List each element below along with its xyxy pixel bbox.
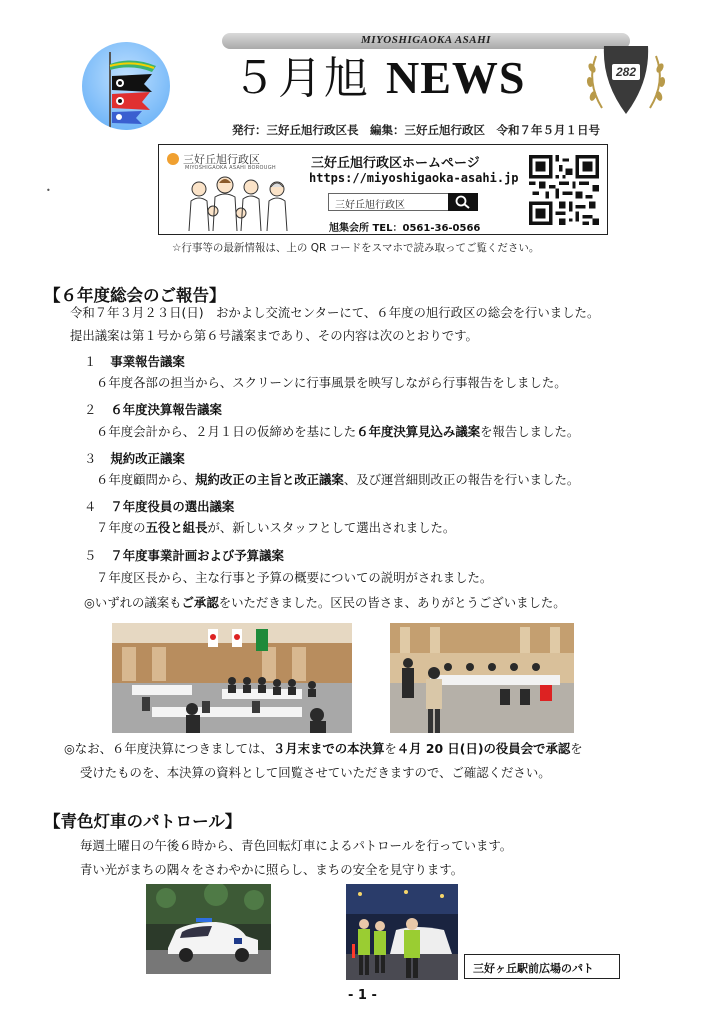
item2-num: ２ bbox=[84, 402, 97, 417]
item2-body-a: ６年度会計から、２月１日の仮締めを基にした bbox=[96, 424, 357, 439]
qr-code-icon bbox=[529, 155, 599, 225]
item4-num: ４ bbox=[84, 499, 97, 514]
item2-body-c: を報告しました。 bbox=[480, 424, 580, 439]
item1-title: 事業報告議案 bbox=[110, 354, 185, 369]
item4-title: ７年度役員の選出議案 bbox=[110, 499, 235, 514]
homepage-url[interactable]: https://miyoshigaoka-asahi.jp bbox=[309, 171, 519, 185]
note-c: を bbox=[384, 741, 397, 756]
family-illustration-icon bbox=[181, 175, 299, 233]
meeting-photo-1 bbox=[112, 623, 352, 733]
page-number: - 1 - bbox=[348, 988, 377, 1003]
stray-dot: • bbox=[46, 186, 51, 195]
issue-number: 282 bbox=[615, 65, 637, 79]
header-banner bbox=[222, 33, 630, 49]
approval-line bbox=[84, 595, 566, 611]
title-main: ５月旭 bbox=[232, 53, 386, 104]
item1-body: ６年度各部の担当から、スクリーンに行事風景を映写しながら行事報告をしました。 bbox=[96, 375, 567, 390]
section2-line1: 毎週土曜日の午後６時から、青色回転灯車によるパトロールを行っています。 bbox=[80, 838, 513, 853]
section1-intro1: 令和７年３月２３日(日) おかよし交流センターにて、６年度の旭行政区の総会を行いました。 bbox=[70, 305, 600, 320]
homepage-info-box bbox=[158, 144, 608, 235]
search-button[interactable] bbox=[448, 193, 478, 211]
banner-text: MIYOSHIGAOKA ASAHI bbox=[361, 34, 491, 46]
section1-heading: 【６年度総会のご報告】 bbox=[44, 286, 226, 305]
hp-logo-text: 三好丘旭行政区 bbox=[183, 153, 260, 166]
issue-badge bbox=[584, 42, 668, 118]
meeting-photo-2 bbox=[390, 623, 574, 733]
search-text: 三好丘旭行政区 bbox=[335, 200, 405, 211]
item5-title: ７年度事業計画および予算議案 bbox=[110, 548, 284, 563]
item4-heading bbox=[84, 497, 234, 515]
item2-heading bbox=[84, 400, 222, 418]
section2-heading: 【青色灯車のパトロール】 bbox=[44, 812, 242, 831]
sun-icon bbox=[165, 151, 181, 167]
settlement-note-1 bbox=[64, 741, 583, 757]
note-d: ４月 20 日(日)の役員会で承認 bbox=[396, 741, 571, 756]
item2-title: ６年度決算報告議案 bbox=[110, 402, 222, 417]
item4-body-c: が、新しいスタッフとして選出されました。 bbox=[207, 520, 456, 535]
patrol-car-photo bbox=[146, 884, 271, 974]
item5-num: ５ bbox=[84, 548, 97, 563]
search-box[interactable] bbox=[328, 193, 478, 211]
approval-b: ご承認 bbox=[181, 595, 219, 610]
item4-body-b: 五役と組長 bbox=[145, 520, 208, 535]
item2-body-b: ６年度決算見込み議案 bbox=[356, 424, 481, 439]
search-icon bbox=[448, 193, 478, 211]
item3-body-b: 規約改正の主旨と改正議案 bbox=[195, 472, 344, 487]
item1-heading bbox=[84, 352, 185, 370]
item3-body bbox=[96, 472, 579, 488]
homepage-title: 三好丘旭行政区ホームページ bbox=[311, 156, 480, 171]
note-a: ◎なお、６年度決算につきましては、 bbox=[64, 741, 273, 756]
item2-body bbox=[96, 424, 579, 440]
patrol-photo-caption: 三好ヶ丘駅前広場のパト bbox=[464, 954, 620, 979]
newsletter-title bbox=[232, 50, 525, 107]
item4-body-a: ７年度の bbox=[96, 520, 146, 535]
item4-body bbox=[96, 520, 455, 536]
item3-body-c: 、及び運営細則改正の報告を行いました。 bbox=[343, 472, 580, 487]
phone-number: 旭集会所 TEL：0561-36-0566 bbox=[329, 223, 481, 234]
item3-heading bbox=[84, 449, 185, 467]
item3-title: 規約改正議案 bbox=[110, 451, 185, 466]
item1-num: １ bbox=[84, 354, 97, 369]
title-news: NEWS bbox=[386, 52, 526, 103]
section2-line2: 青い光がまちの隅々をさわやかに照らし、まちの安全を見守ります。 bbox=[80, 862, 464, 877]
item3-body-a: ６年度顧問から、 bbox=[96, 472, 196, 487]
settlement-note-2: 受けたものを、本決算の資料として回覧させていただきますので、ご確認ください。 bbox=[80, 765, 551, 780]
carp-streamer-logo bbox=[82, 42, 170, 130]
approval-a: ◎いずれの議案も bbox=[84, 595, 182, 610]
publisher-line: 発行：三好丘旭行政区長 編集：三好丘旭行政区 令和７年５月１日号 bbox=[232, 123, 600, 137]
item5-body: ７年度区長から、主な行事と予算の概要についての説明がされました。 bbox=[96, 570, 493, 585]
item5-heading bbox=[84, 546, 284, 564]
item3-num: ３ bbox=[84, 451, 97, 466]
qr-note: ☆行事等の最新情報は、上の QR コードをスマホで読み取ってご覧ください。 bbox=[172, 242, 540, 254]
note-e: を bbox=[570, 741, 583, 756]
note-b: ３月末までの本決算 bbox=[272, 741, 385, 756]
hp-logo-sub: MIYOSHIGAOKA ASAHI BOROUGH bbox=[185, 165, 276, 171]
section1-intro2: 提出議案は第１号から第６号議案まであり、その内容は次のとおりです。 bbox=[70, 328, 478, 343]
approval-c: をいただきました。区民の皆さま、ありがとうございました。 bbox=[218, 595, 566, 610]
station-patrol-photo bbox=[346, 884, 458, 980]
